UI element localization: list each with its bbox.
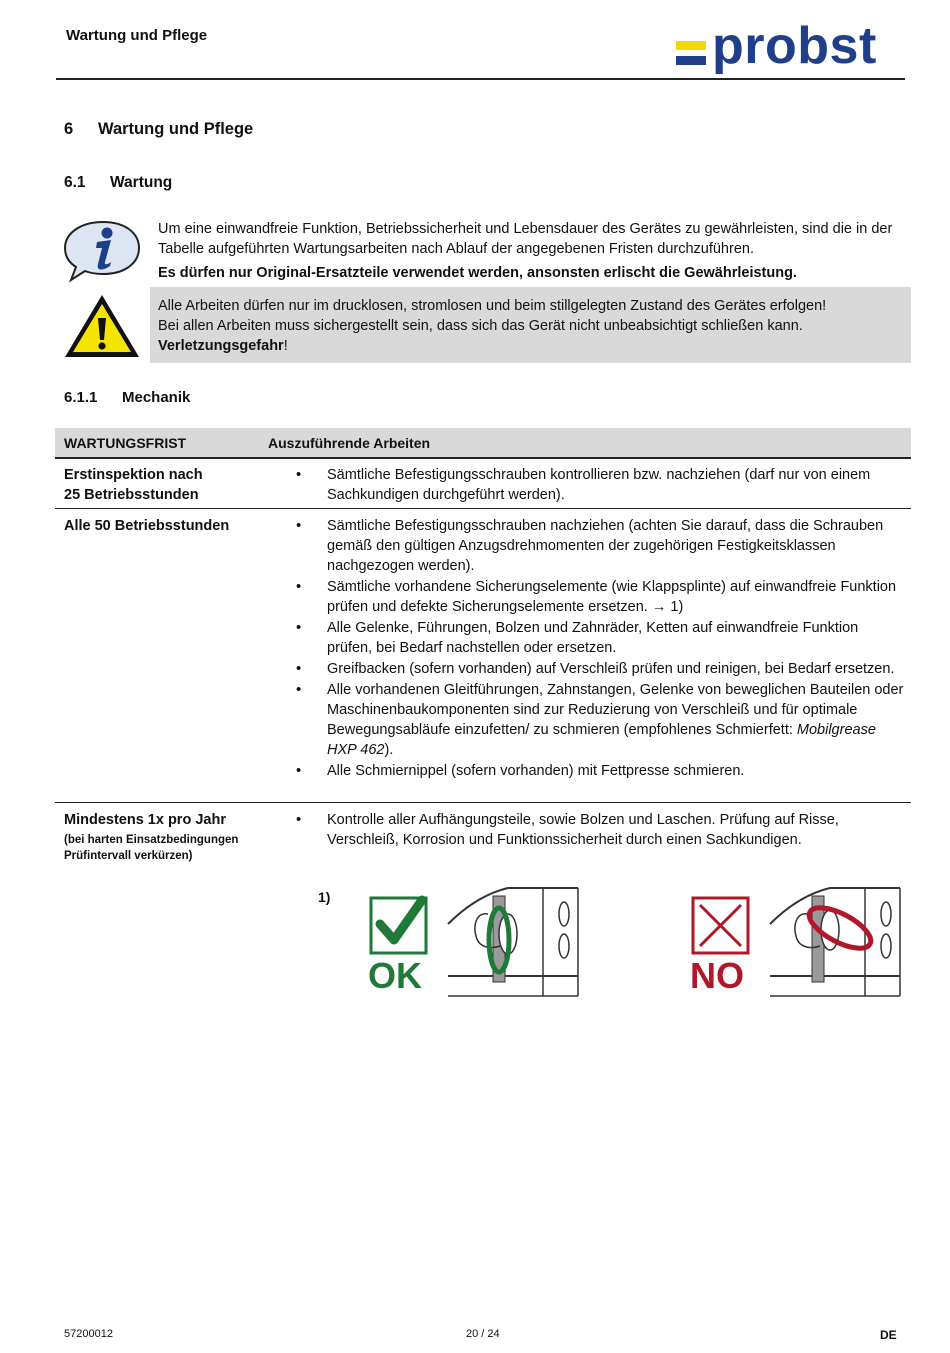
header-rule — [56, 78, 905, 80]
logo-bar-top — [676, 41, 706, 50]
row-3-note: (bei harten Einsatzbedingungen Prüfintervall verkürzen) — [64, 834, 239, 862]
info-bold-text: Es dürfen nur Original-Ersatzteile verwendet werden, ansonsten erlischt die Gewährleistung. — [158, 265, 797, 281]
list-item: • Greifbacken (sofern vorhanden) auf Verschleiß prüfen und reinigen, bei Bedarf ersetzen. — [296, 659, 906, 679]
footer-doc-number: 57200012 — [64, 1328, 113, 1340]
no-figure — [690, 884, 905, 999]
footer-page-number: 20 / 24 — [466, 1328, 500, 1340]
warning-triangle-icon — [63, 292, 141, 360]
header-title: Wartung und Pflege — [66, 27, 208, 44]
warning-emphasis: Verletzungsgefahr — [158, 338, 284, 354]
grease-suffix: ). — [384, 742, 394, 758]
table-header-tasks: Auszuführende Arbeiten — [268, 435, 431, 451]
probst-logo — [676, 17, 898, 78]
section-number: 6 — [64, 120, 74, 138]
section-heading — [64, 120, 253, 139]
warning-line-2: Bei allen Arbeiten muss sichergestellt sein, dass sich das Gerät nicht unbeabsichtigt schließen kann. — [158, 318, 803, 334]
list-item: • Alle Gelenke, Führungen, Bolzen und Zahnräder, Ketten auf einwandfreie Funktion prüfen, bei Bedarf nachstellen oder ersetzen. — [296, 618, 906, 658]
list-item-grease — [296, 680, 906, 760]
subsection-title: Wartung — [110, 174, 173, 191]
footer-language: DE — [880, 1328, 897, 1342]
ok-illustration — [368, 884, 583, 999]
section-title: Wartung und Pflege — [98, 120, 254, 138]
info-icon — [63, 218, 141, 284]
list-item: • Kontrolle aller Aufhängungsteile, sowie Bolzen und Laschen. Prüfung auf Risse, Verschleiß, Korrosion und Funktionssicherheit durch einen Sachkundigen. — [296, 810, 906, 850]
table-row-label-3 — [64, 810, 274, 864]
table-row-items-3 — [296, 810, 906, 851]
subsubsection-number: 6.1.1 — [64, 389, 98, 406]
warning-text-block — [158, 296, 903, 356]
subsection-heading — [64, 174, 172, 192]
table-row-label-1: Erstinspektion nach 25 Betriebsstunden — [64, 467, 203, 503]
warning-emphasis-line — [158, 336, 903, 356]
table-row-rule-1 — [55, 508, 911, 509]
table-row-rule-2 — [55, 802, 911, 803]
table-row-items-2 — [296, 516, 906, 782]
warning-line-1: Alle Arbeiten dürfen nur im drucklosen, stromlosen und beim stillgelegten Zustand des Gerätes erfolgen! — [158, 298, 827, 314]
ok-figure — [368, 884, 583, 999]
grease-name: Mobilgrease HXP 462 — [327, 722, 876, 758]
logo-bar-bottom — [676, 56, 706, 65]
info-text: Um eine einwandfreie Funktion, Betriebssicherheit und Lebensdauer des Gerätes zu gewährleisten, sind die in der Tabelle aufgeführten Wartungsarbeiten nach Ablauf der angegebenen Fristen durchzuführen. — [158, 221, 893, 257]
logo-text: probst — [712, 17, 877, 75]
subsubsection-heading — [64, 389, 190, 406]
list-item: • Sämtliche vorhandene Sicherungselemente (wie Klappsplinte) auf einwandfreie Funktion prüfen und defekte Sicherungselemente ersetzen. → 1) — [296, 577, 906, 617]
row-3-label-text: Mindestens 1x pro Jahr — [64, 812, 226, 828]
table-header-rule — [55, 457, 911, 459]
table-row-items-1 — [296, 465, 906, 506]
subsection-number: 6.1 — [64, 174, 86, 191]
list-item: • Alle Schmiernippel (sofern vorhanden) mit Fettpresse schmieren. — [296, 761, 906, 781]
table-row-label-2: Alle 50 Betriebsstunden — [64, 518, 230, 534]
no-illustration — [690, 884, 905, 999]
table-header — [55, 428, 911, 458]
list-item: • Sämtliche Befestigungsschrauben kontrollieren bzw. nachziehen (darf nur von einem Sachkundigen durchgeführt werden). — [296, 465, 906, 505]
subsubsection-title: Mechanik — [122, 389, 191, 406]
grease-item-text: Alle vorhandenen Gleitführungen, Zahnstangen, Gelenke von beweglichen Bauteilen oder Maschinenbaukomponenten sind zur Reduzierung von Verschleiß und für optimale Bewegungsabläufe einzufetten/ zu schmieren (empfohlenes Schmierfett: — [327, 682, 904, 738]
no-text: NO — [690, 955, 744, 996]
list-item: • Sämtliche Befestigungsschrauben nachziehen (achten Sie darauf, dass die Schrauben gemäß den gültigen Anzugsdrehmomenten der zugehörigen Festigkeitsklassen nachgezogen werden). — [296, 516, 906, 576]
table-header-interval: WARTUNGSFRIST — [64, 435, 187, 451]
info-text-block — [158, 219, 903, 283]
warning-emphasis-suffix: ! — [283, 338, 288, 354]
ok-text: OK — [368, 955, 422, 996]
figure-label: 1) — [318, 889, 331, 905]
